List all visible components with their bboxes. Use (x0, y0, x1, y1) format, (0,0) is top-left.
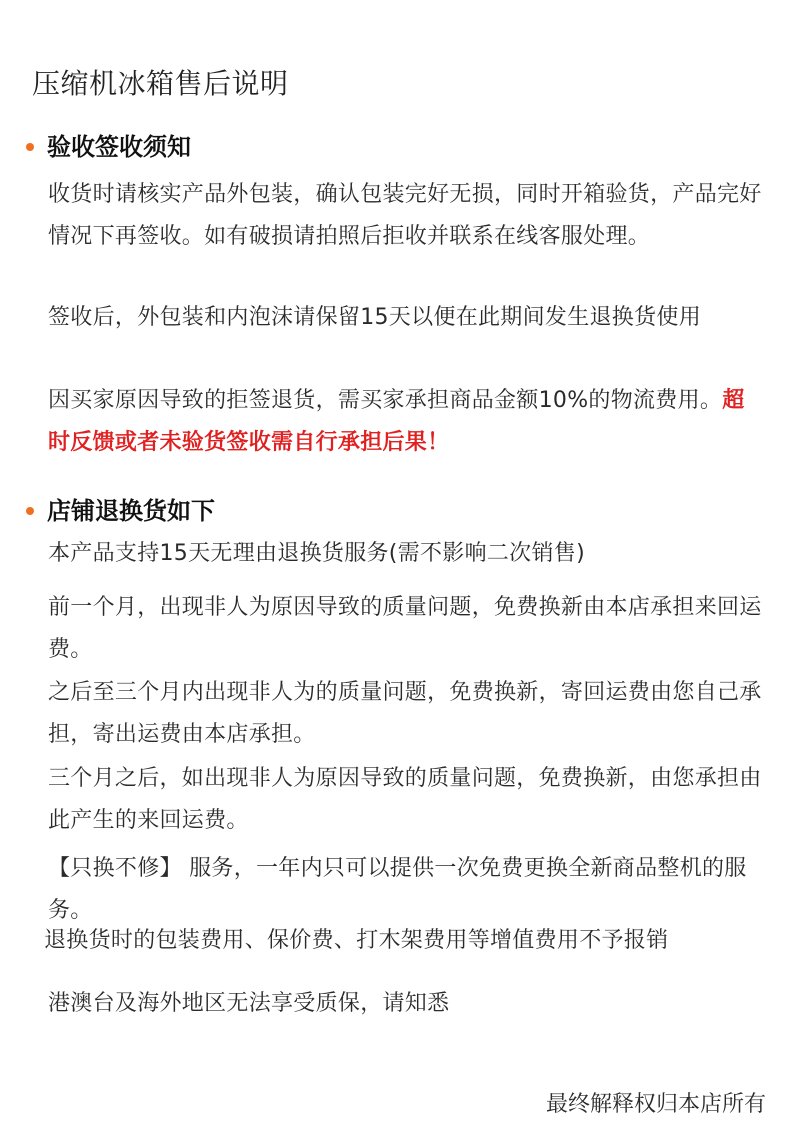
page-title: 压缩机冰箱售后说明 (32, 67, 289, 100)
bullet-dot-icon (26, 507, 34, 515)
paragraph-within-three-months: 之后至三个月内出现非人为的质量问题，免费换新，寄回运费由您自己承担，寄出运费由本店承担。 (48, 680, 762, 747)
section-heading-inspection (26, 130, 191, 164)
section-heading-returns (26, 494, 215, 528)
footer-note: 最终解释权归本店所有 (545, 1092, 766, 1117)
paragraph-no-warranty-regions: 港澳台及海外地区无法享受质保，请知悉 (48, 991, 450, 1016)
section-heading-label: 验收签收须知 (47, 133, 191, 161)
paragraph-keep-packaging: 签收后，外包装和内泡沫请保留15天以便在此期间发生退换货使用 (48, 305, 701, 330)
paragraph-after-three-months: 三个月之后，如出现非人为原因导致的质量问题，免费换新，由您承担由此产生的来回运费。 (48, 766, 762, 833)
paragraph-replace-no-repair: 【只换不修】 服务，一年内只可以提供一次免费更换全新商品整机的服务。 (48, 856, 747, 923)
section-heading-label: 店铺退换货如下 (47, 497, 215, 525)
paragraph-no-reimbursement: 退换货时的包装费用、保价费、打木架费用等增值费用不予报销 (44, 928, 669, 953)
bullet-dot-icon (26, 143, 34, 151)
paragraph-inspection-check: 收货时请核实产品外包装，确认包装完好无损，同时开箱验货，产品完好情况下再签收。如有破损请拍照后拒收并联系在线客服处理。 (48, 182, 762, 249)
warning-text: 超时反馈或者未验货签收需自行承担后果！ (48, 388, 745, 455)
refusal-fee-text: 因买家原因导致的拒签退货，需买家承担商品金额10%的物流费用。 (48, 388, 723, 413)
paragraph-first-month: 前一个月，出现非人为原因导致的质量问题，免费换新由本店承担来回运费。 (48, 595, 762, 662)
paragraph-15-day-return: 本产品支持15天无理由退换货服务(需不影响二次销售) (48, 541, 585, 566)
paragraph-refusal-fee (48, 380, 762, 464)
